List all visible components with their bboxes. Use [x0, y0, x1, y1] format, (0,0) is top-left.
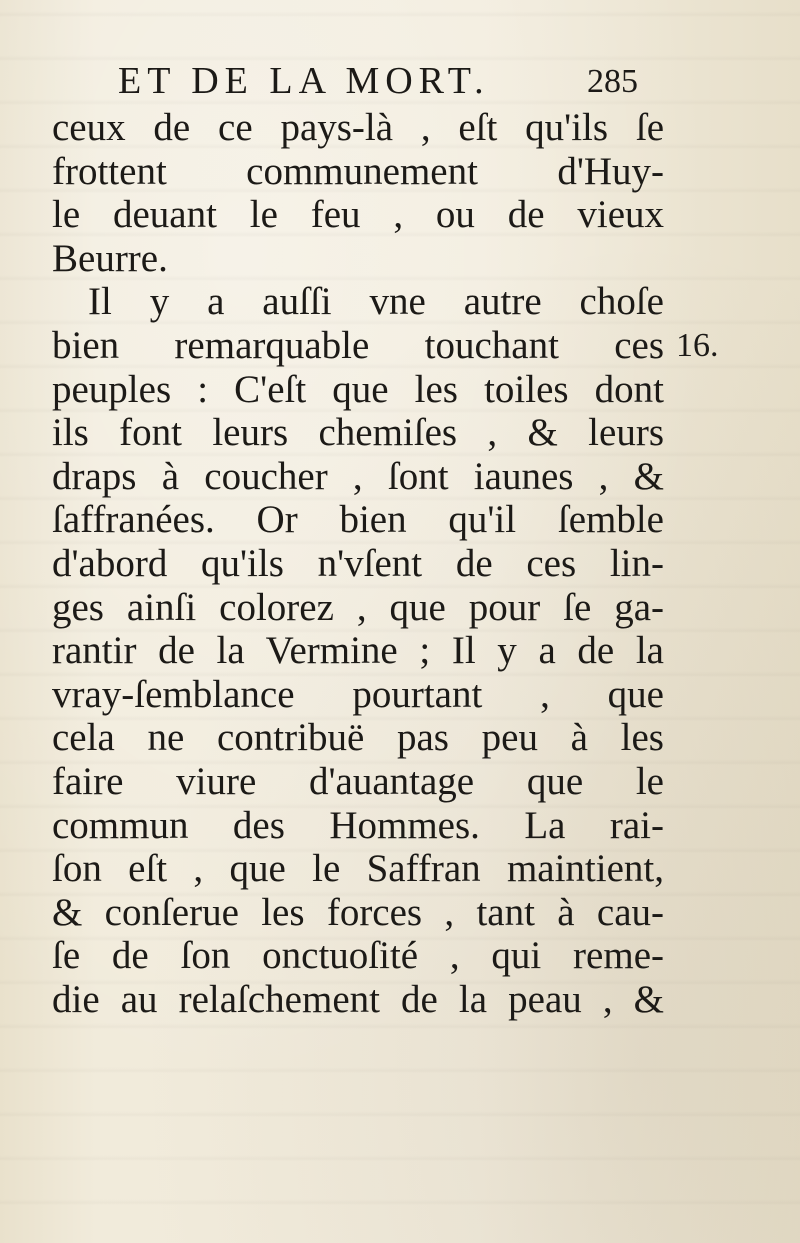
text-line: ſe de ſon onctuoſité , qui reme-	[52, 934, 664, 978]
text-line: ceux de ce pays-là , eſt qu'ils ſe	[52, 106, 664, 149]
text-line: vray-ſemblance pourtant , que	[52, 672, 664, 716]
text-line: commun des Hommes. La rai-	[52, 803, 664, 847]
text-line: die au relaſchement de la peau , &	[52, 977, 664, 1021]
text-line: le deuant le feu , ou de vieux	[52, 193, 664, 237]
text-line: ges ainſi colorez , que pour ſe ga-	[52, 585, 664, 629]
text-line: ſon eſt , que le Saffran maintient,	[52, 847, 664, 891]
text-line: draps à coucher , ſont iaunes , &	[52, 454, 664, 498]
running-head	[118, 58, 638, 104]
text-line: frottent communement d'Huy-	[52, 149, 664, 193]
text-line: faire viure d'auantage que le	[52, 759, 664, 803]
text-line: d'abord qu'ils n'vſent de ces lin-	[52, 541, 664, 585]
text-line: Il y a auſſi vne autre choſe	[88, 280, 664, 324]
text-line: bien remarquable touchant ces	[52, 323, 664, 367]
text-line: ſaffranées. Or bien qu'il ſemble	[52, 498, 664, 542]
text-line: Beurre.	[52, 236, 168, 280]
text-line: cela ne contribuë pas peu à les	[52, 716, 664, 760]
text-line: ils font leurs chemiſes , & leurs	[52, 411, 664, 455]
running-head-title: ET DE LA MORT.	[118, 60, 490, 102]
body-text	[52, 106, 664, 1021]
text-line: peuples : C'eſt que les toiles dont	[52, 367, 664, 411]
margin-note: 16.	[676, 327, 719, 364]
text-line: & conſerue les forces , tant à cau-	[52, 890, 664, 934]
page-number: 285	[587, 63, 638, 100]
text-line: rantir de la Vermine ; Il y a de la	[52, 629, 664, 673]
